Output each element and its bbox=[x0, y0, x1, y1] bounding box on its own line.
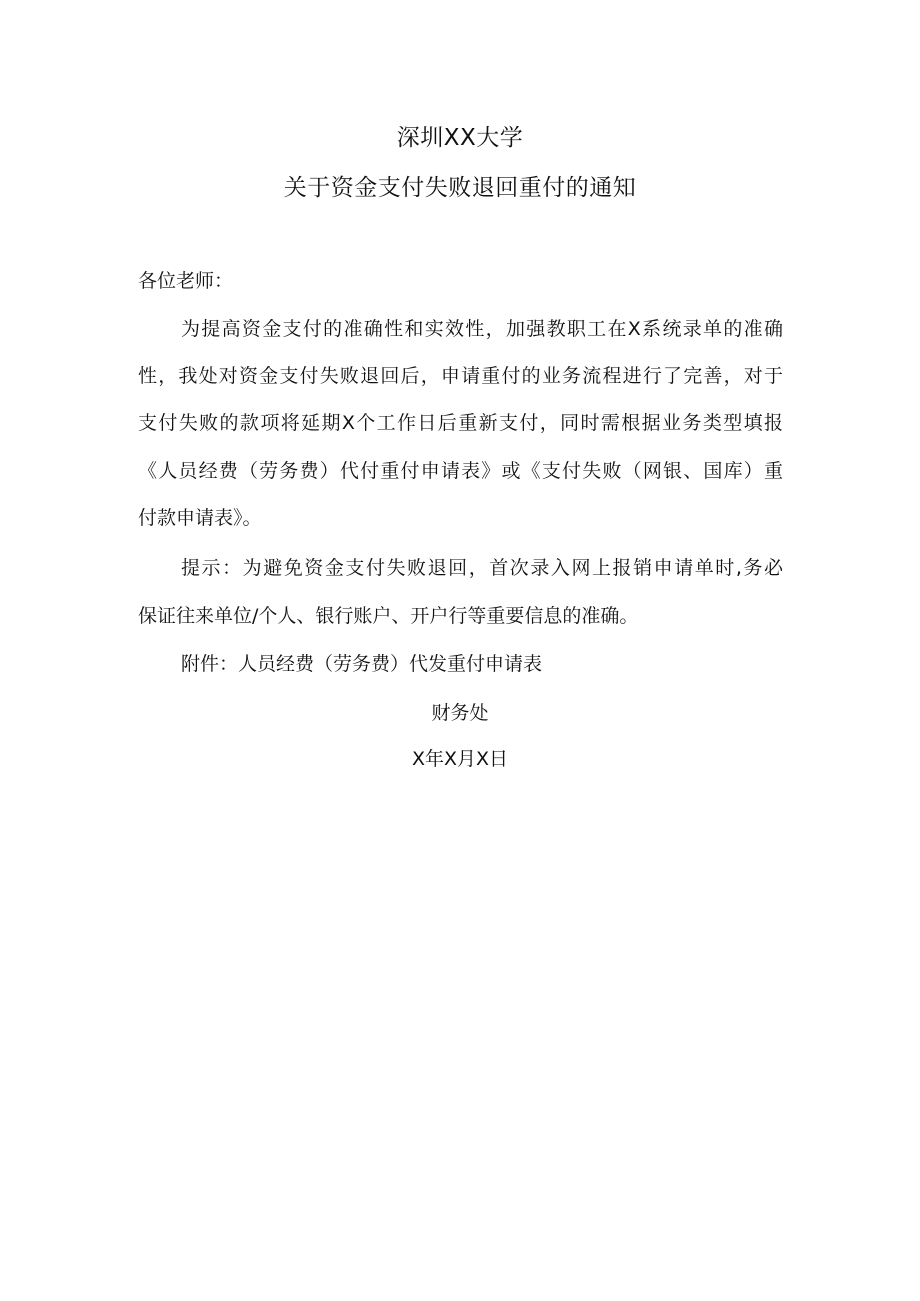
salutation: 各位老师： bbox=[138, 270, 234, 292]
issue-date: X年X月X日 bbox=[411, 748, 509, 770]
paragraph1-line: 支付失败的款项将延期X个工作日后重新支付，同时需根据业务类型填报 bbox=[138, 412, 783, 434]
university-name: 深圳XX大学 bbox=[396, 125, 524, 151]
issuing-department: 财务处 bbox=[431, 702, 489, 724]
paragraph1-line: 付款申请表》。 bbox=[138, 507, 262, 529]
paragraph1-line: 为提高资金支付的准确性和实效性，加强教职工在X系统录单的准确 bbox=[181, 318, 783, 340]
paragraph1-line: 《人员经费（劳务费）代付重付申请表》或《支付失败（网银、国库）重 bbox=[138, 460, 783, 482]
paragraph2-line: 提示：为避免资金支付失败退回，首次录入网上报销申请单时,务必 bbox=[181, 557, 783, 579]
paragraph2-line: 保证往来单位/个人、银行账户、开户行等重要信息的准确。 bbox=[138, 605, 639, 627]
attachment-line: 附件：人员经费（劳务费）代发重付申请表 bbox=[181, 653, 543, 675]
paragraph1-line: 性，我处对资金支付失败退回后，申请重付的业务流程进行了完善，对于 bbox=[138, 365, 783, 387]
notice-title: 关于资金支付失败退回重付的通知 bbox=[283, 175, 637, 201]
